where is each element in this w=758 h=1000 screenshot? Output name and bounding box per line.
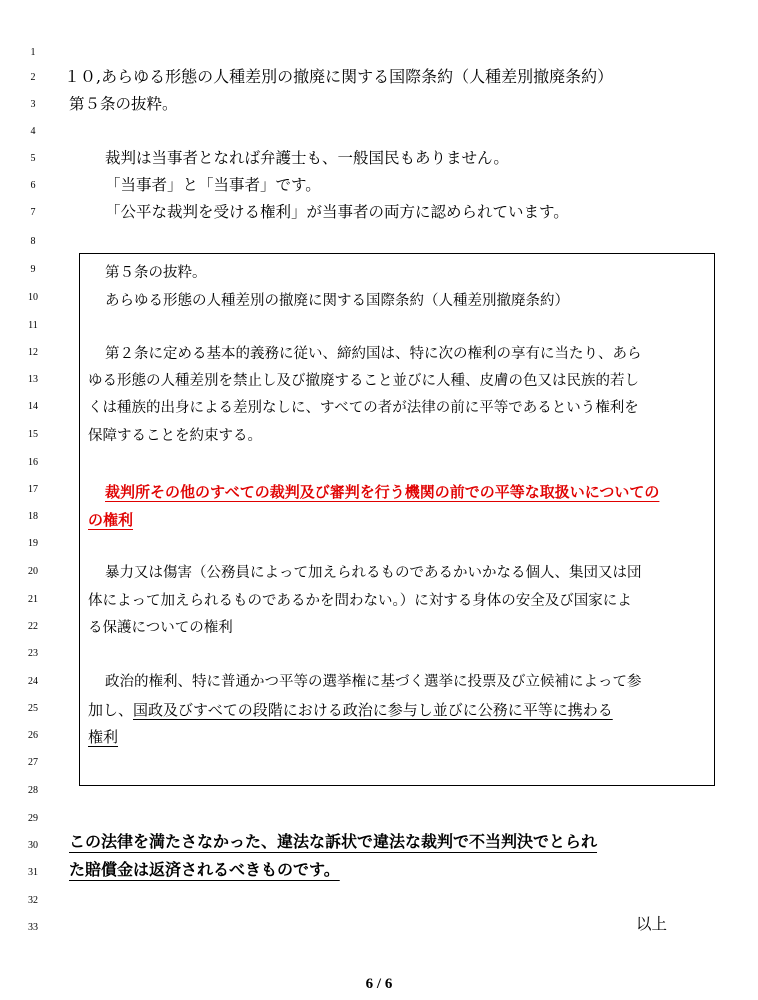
line-number: 11 xyxy=(28,320,38,331)
line-number: 21 xyxy=(28,594,38,605)
intro-line: 裁判は当事者となれば弁護士も、一般国民もありません。 xyxy=(105,149,509,167)
line-number: 19 xyxy=(28,538,38,549)
line-number: 7 xyxy=(30,207,36,218)
line-number: 24 xyxy=(28,676,38,687)
underlined-right-text: 権利 xyxy=(88,728,119,746)
line-number: 31 xyxy=(28,867,38,878)
highlighted-right-line: の権利 xyxy=(88,511,134,529)
box-paragraph-line: 政治的権利、特に普通かつ平等の選挙権に基づく選挙に投票及び立候補によって参 xyxy=(105,674,642,690)
box-paragraph-line: くは種族的出身による差別なしに、すべての者が法律の前に平等であるという権利を xyxy=(88,400,639,416)
line-number: 5 xyxy=(30,153,36,164)
line-number: 20 xyxy=(28,566,38,577)
line-number: 3 xyxy=(30,99,36,110)
box-paragraph-line: 第２条に定める基本的義務に従い、締約国は、特に次の権利の享有に当たり、あら xyxy=(105,346,642,362)
line-number: 23 xyxy=(28,648,38,659)
line-number: 4 xyxy=(30,126,36,137)
box-subtitle: あらゆる形態の人種差別の撤廃に関する国際条約（人種差別撤廃条約） xyxy=(105,293,569,309)
highlighted-right-line: 裁判所その他のすべての裁判及び審判を行う機関の前での平等な取扱いについての xyxy=(105,483,660,501)
line-number: 27 xyxy=(28,757,38,768)
line-number: 14 xyxy=(28,401,38,412)
box-paragraph-line: 保障することを約束する。 xyxy=(88,428,262,444)
line-number: 1 xyxy=(30,47,36,58)
line-number: 28 xyxy=(28,785,38,796)
page-number: 6 / 6 xyxy=(365,976,393,992)
line-number: 29 xyxy=(28,813,38,824)
plain-text: 加し、 xyxy=(88,701,134,719)
intro-line: 「当事者」と「当事者」です。 xyxy=(105,176,321,194)
closing-text: 以上 xyxy=(636,915,668,933)
line-number: 12 xyxy=(28,347,38,358)
line-number: 16 xyxy=(28,457,38,468)
conclusion-line: この法律を満たさなかった、違法な訴状で違法な裁判で不当判決でとられ xyxy=(69,832,598,851)
box-paragraph-line: 暴力又は傷害（公務員によって加えられるものであるかいかなる個人、集団又は団 xyxy=(105,565,642,581)
box-paragraph-line: 体によって加えられるものであるかを問わない。）に対する身体の安全及び国家によ xyxy=(88,593,632,609)
box-paragraph-line xyxy=(88,700,613,720)
line-number: 17 xyxy=(28,484,38,495)
line-number: 10 xyxy=(28,292,38,303)
line-number: 6 xyxy=(30,180,36,191)
section-subheading: 第５条の抜粋。 xyxy=(69,95,178,113)
section-heading: １０,あらゆる形態の人種差別の撤廃に関する国際条約（人種差別撤廃条約） xyxy=(64,67,614,86)
line-number: 32 xyxy=(28,895,38,906)
line-number: 15 xyxy=(28,429,38,440)
line-number: 25 xyxy=(28,703,38,714)
line-number: 2 xyxy=(30,72,36,83)
line-number: 26 xyxy=(28,730,38,741)
box-title: 第５条の抜粋。 xyxy=(105,265,207,281)
line-number: 33 xyxy=(28,922,38,933)
line-number: 22 xyxy=(28,621,38,632)
line-number: 18 xyxy=(28,511,38,522)
line-number: 13 xyxy=(28,374,38,385)
box-paragraph-line: る保護についての権利 xyxy=(88,620,233,636)
underlined-right-text: 国政及びすべての段階における政治に参与し並びに公務に平等に携わる xyxy=(133,701,613,719)
conclusion-line: た賠償金は返済されるべきものです。 xyxy=(69,860,340,879)
line-number: 30 xyxy=(28,840,38,851)
line-number: 9 xyxy=(30,264,36,275)
intro-line: 「公平な裁判を受ける権利」が当事者の両方に認められています。 xyxy=(105,203,569,221)
box-paragraph-line: ゆる形態の人種差別を禁止し及び撤廃すること並びに人種、皮膚の色又は民族的若し xyxy=(88,373,639,389)
line-number: 8 xyxy=(30,236,36,247)
